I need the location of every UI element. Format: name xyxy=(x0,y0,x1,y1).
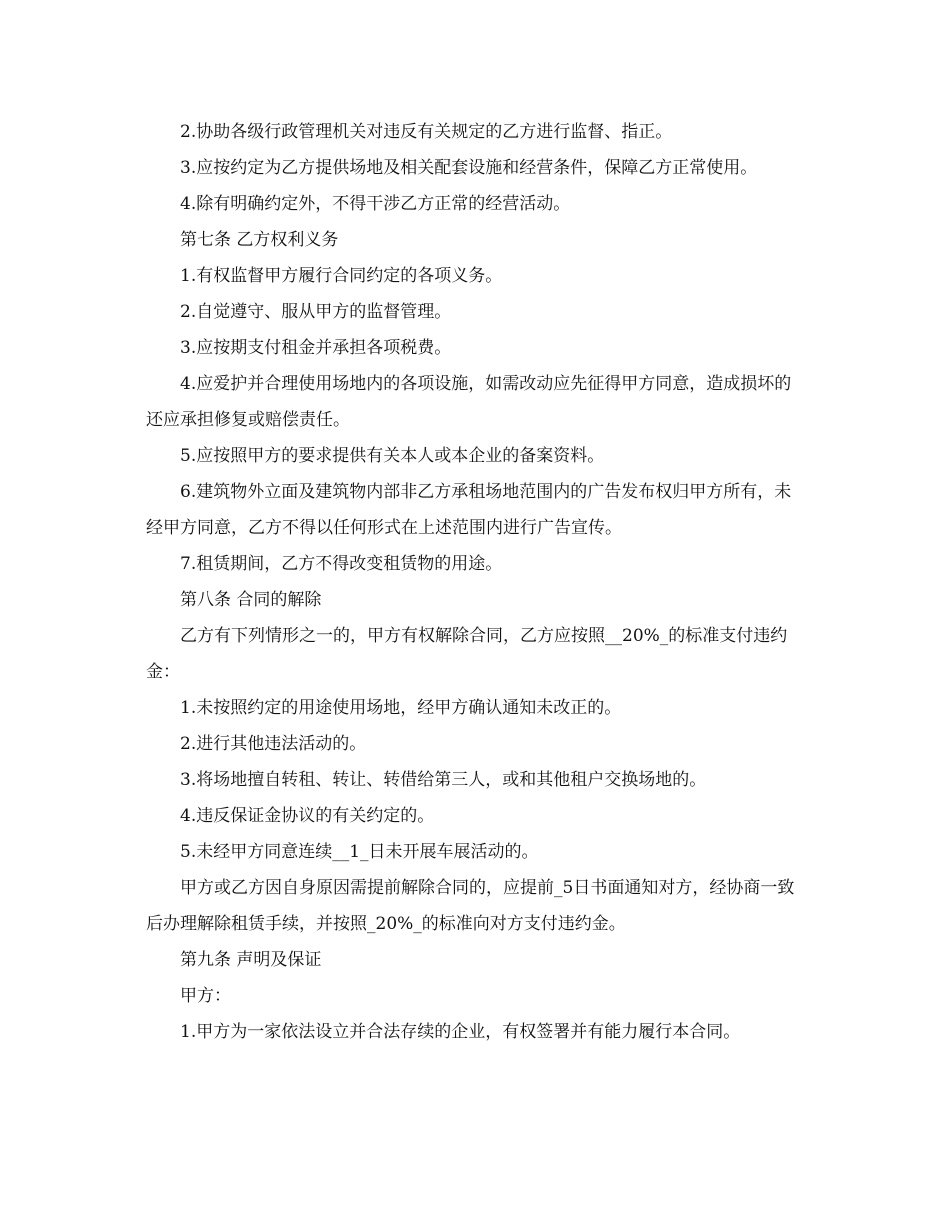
document-body xyxy=(146,114,806,1050)
paragraph-termination-5: 5.未经甲方同意连续__1_日未开展车展活动的。 xyxy=(180,842,539,862)
paragraph-party-b-2: 2.自觉遵守、服从甲方的监督管理。 xyxy=(180,302,452,322)
paragraph-party-b-7: 7.租赁期间，乙方不得改变租赁物的用途。 xyxy=(180,554,503,574)
paragraph-termination-4: 4.违反保证金协议的有关约定的。 xyxy=(180,806,435,826)
paragraph-obligation-3: 3.应按约定为乙方提供场地及相关配套设施和经营条件，保障乙方正常使用。 xyxy=(180,158,758,178)
paragraph-party-a-label: 甲方： xyxy=(180,986,231,1006)
paragraph-early-termination: 甲方或乙方因自身原因需提前解除合同的，应提前_5日书面通知对方，经协商一致后办理解除租赁手续，并按照_20%_的标准向对方支付违约金。 xyxy=(146,878,795,934)
paragraph-party-b-5: 5.应按照甲方的要求提供有关本人或本企业的备案资料。 xyxy=(180,446,605,466)
heading-article-8: 第八条 合同的解除 xyxy=(180,590,322,610)
paragraph-termination-1: 1.未按照约定的用途使用场地，经甲方确认通知未改正的。 xyxy=(180,698,622,718)
paragraph-party-b-6: 6.建筑物外立面及建筑物内部非乙方承租场地范围内的广告发布权归甲方所有，未经甲方同意，乙方不得以任何形式在上述范围内进行广告宣传。 xyxy=(146,482,792,538)
paragraph-party-b-1: 1.有权监督甲方履行合同约定的各项义务。 xyxy=(180,266,503,286)
paragraph-termination-2: 2.进行其他违法活动的。 xyxy=(180,734,367,754)
heading-article-7: 第七条 乙方权利义务 xyxy=(180,230,339,250)
paragraph-obligation-2: 2.协助各级行政管理机关对违反有关规定的乙方进行监督、指正。 xyxy=(180,122,673,142)
heading-article-9: 第九条 声明及保证 xyxy=(180,950,322,970)
paragraph-party-b-4: 4.应爱护并合理使用场地内的各项设施，如需改动应先征得甲方同意，造成损坏的还应承担修复或赔偿责任。 xyxy=(146,374,792,430)
paragraph-termination-intro: 乙方有下列情形之一的，甲方有权解除合同，乙方应按照__20%_的标准支付违约金： xyxy=(146,626,788,682)
paragraph-obligation-4: 4.除有明确约定外，不得干涉乙方正常的经营活动。 xyxy=(180,194,571,214)
paragraph-party-b-3: 3.应按期支付租金并承担各项税费。 xyxy=(180,338,452,358)
paragraph-party-a-1: 1.甲方为一家依法设立并合法存续的企业，有权签署并有能力履行本合同。 xyxy=(180,1022,741,1042)
paragraph-termination-3: 3.将场地擅自转租、转让、转借给第三人，或和其他租户交换场地的。 xyxy=(180,770,707,790)
